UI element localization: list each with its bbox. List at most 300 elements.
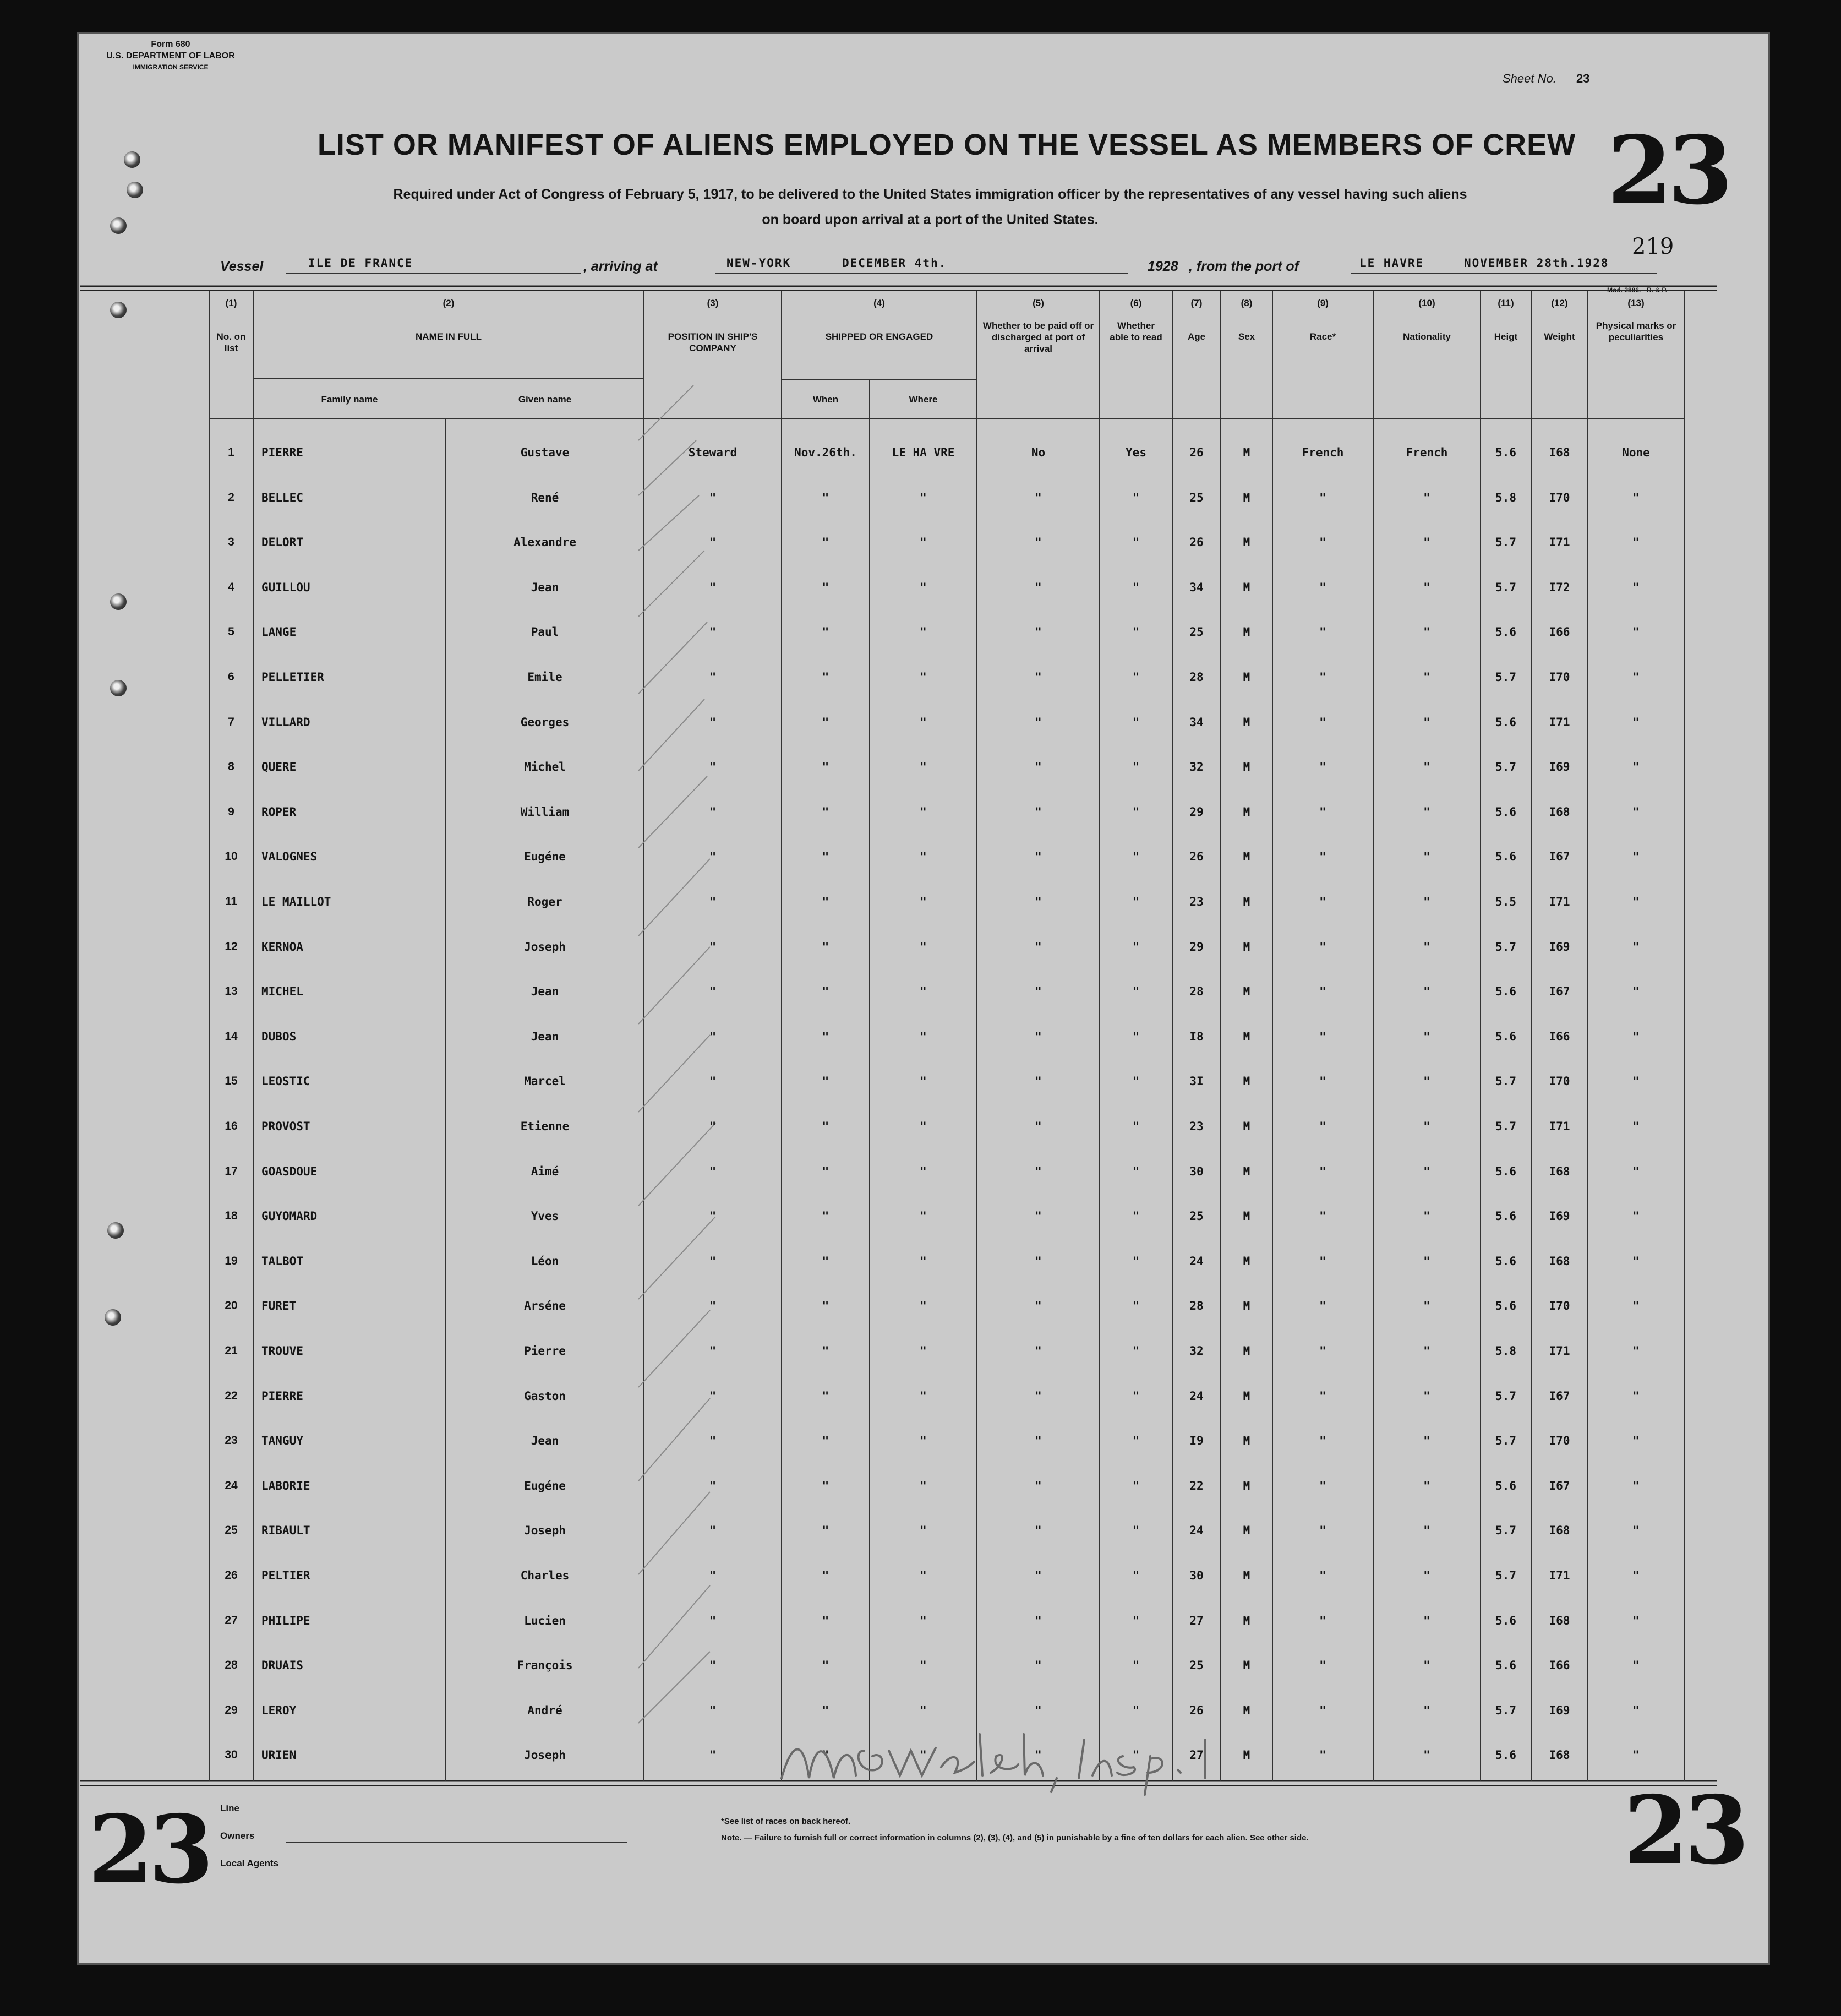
weight-cell: I67 xyxy=(1549,850,1570,864)
given-name-cell: Emile xyxy=(527,671,562,684)
physical-marks-cell: " xyxy=(1632,1164,1640,1178)
physical-marks-cell: " xyxy=(1632,805,1640,819)
height-cell: 5.8 xyxy=(1495,491,1516,504)
position-cell: " xyxy=(709,536,717,549)
arrival-port: NEW-YORK xyxy=(726,257,791,270)
sex-cell: M xyxy=(1243,985,1250,999)
shipped-where-cell: " xyxy=(920,1479,927,1492)
race-cell: " xyxy=(1319,1659,1326,1672)
sex-cell: M xyxy=(1243,1075,1250,1088)
height-cell: 5.6 xyxy=(1495,1209,1516,1223)
weight-cell: I69 xyxy=(1549,760,1570,774)
weight-cell: I66 xyxy=(1549,1029,1570,1043)
position-cell: " xyxy=(709,1659,717,1672)
nationality-cell: " xyxy=(1423,1703,1430,1717)
physical-marks-cell: " xyxy=(1632,1479,1640,1492)
family-name-cell: VILLARD xyxy=(261,715,310,729)
position-cell: " xyxy=(709,671,717,684)
shipped-when-cell: " xyxy=(822,1614,829,1627)
age-cell: 27 xyxy=(1189,1614,1204,1627)
shipped-where-cell: " xyxy=(920,1299,927,1313)
list-number-cell: 27 xyxy=(225,1614,238,1627)
able-to-read-cell: " xyxy=(1132,1164,1140,1178)
list-number-cell: 20 xyxy=(225,1299,238,1312)
paid-off-cell: " xyxy=(1035,1389,1042,1403)
sex-cell: M xyxy=(1243,805,1250,819)
shipped-where-cell: " xyxy=(920,1120,927,1133)
physical-marks-cell: " xyxy=(1632,1703,1640,1717)
shipped-when-cell: " xyxy=(822,940,829,953)
family-name-cell: GUYOMARD xyxy=(261,1209,318,1223)
position-cell: " xyxy=(709,1569,717,1582)
age-cell: 34 xyxy=(1189,715,1204,729)
given-name-cell: Gustave xyxy=(520,446,570,459)
paid-off-cell: " xyxy=(1035,1434,1042,1448)
shipped-when-cell: " xyxy=(822,985,829,999)
height-cell: 5.6 xyxy=(1495,1029,1516,1043)
weight-cell: I68 xyxy=(1549,1524,1570,1538)
family-name-cell: FURET xyxy=(261,1299,297,1313)
able-to-read-cell: " xyxy=(1132,760,1140,774)
position-cell: " xyxy=(709,1254,717,1268)
list-number-cell: 11 xyxy=(225,895,238,908)
list-number-cell: 29 xyxy=(225,1703,238,1717)
age-cell: 28 xyxy=(1189,985,1204,999)
col-10-label: Nationality xyxy=(1403,331,1451,342)
race-cell: " xyxy=(1319,1120,1326,1133)
family-name-cell: VALOGNES xyxy=(261,850,318,864)
able-to-read-cell: " xyxy=(1132,1029,1140,1043)
family-name-cell: TALBOT xyxy=(261,1254,303,1268)
col-12-label: Weight xyxy=(1544,331,1575,342)
shipped-when-cell: " xyxy=(822,1434,829,1448)
from-label: , from the port of xyxy=(1189,259,1299,274)
sheet-label: Sheet No. xyxy=(1503,72,1556,85)
race-cell: " xyxy=(1319,940,1326,953)
weight-cell: I68 xyxy=(1549,805,1570,819)
departure-port: LE HAVRE xyxy=(1359,257,1424,270)
race-cell: " xyxy=(1319,580,1326,594)
race-cell: " xyxy=(1319,1614,1326,1627)
nationality-cell: " xyxy=(1423,1029,1430,1043)
sex-cell: M xyxy=(1243,1344,1250,1358)
race-cell: " xyxy=(1319,1344,1326,1358)
shipped-when-cell: " xyxy=(822,1524,829,1538)
given-name-cell: Michel xyxy=(524,760,566,774)
position-cell: Steward xyxy=(688,446,738,459)
family-name-cell: PIERRE xyxy=(261,1389,303,1403)
shipped-where-cell: " xyxy=(920,1389,927,1403)
paid-off-cell: " xyxy=(1035,1344,1042,1358)
sex-cell: M xyxy=(1243,1299,1250,1313)
nationality-cell: " xyxy=(1423,895,1430,908)
age-cell: 24 xyxy=(1189,1524,1204,1538)
given-name-cell: Pierre xyxy=(524,1344,566,1358)
nationality-cell: " xyxy=(1423,1209,1430,1223)
nationality-cell: " xyxy=(1423,1389,1430,1403)
age-cell: 24 xyxy=(1189,1254,1204,1268)
nationality-cell: " xyxy=(1423,850,1430,864)
sex-cell: M xyxy=(1243,850,1250,864)
age-cell: 25 xyxy=(1189,625,1204,639)
given-name-cell: Eugéne xyxy=(524,1479,566,1492)
given-name-cell: André xyxy=(527,1703,562,1717)
weight-cell: I71 xyxy=(1549,895,1570,908)
height-cell: 5.6 xyxy=(1495,1659,1516,1672)
paid-off-cell: " xyxy=(1035,940,1042,953)
age-cell: 25 xyxy=(1189,1659,1204,1672)
given-name-cell: William xyxy=(520,805,570,819)
col-5-header xyxy=(977,297,1100,355)
weight-cell: I69 xyxy=(1549,1703,1570,1717)
weight-cell: I71 xyxy=(1549,1120,1570,1133)
age-cell: 30 xyxy=(1189,1164,1204,1178)
family-name-cell: ROPER xyxy=(261,805,297,819)
paid-off-cell: " xyxy=(1035,1614,1042,1627)
col-2-label: NAME IN FULL xyxy=(416,331,482,342)
paid-off-cell: " xyxy=(1035,1703,1042,1717)
col-1-label: No. on list xyxy=(216,331,246,353)
sex-cell: M xyxy=(1243,1703,1250,1717)
position-cell: " xyxy=(709,1344,717,1358)
col-4-header xyxy=(782,297,977,342)
position-cell: " xyxy=(709,1748,717,1762)
physical-marks-cell: " xyxy=(1632,1209,1640,1223)
physical-marks-cell: " xyxy=(1632,1299,1640,1313)
nationality-cell: " xyxy=(1423,1524,1430,1538)
paid-off-cell: " xyxy=(1035,1659,1042,1672)
list-number-cell: 30 xyxy=(225,1748,238,1762)
position-cell: " xyxy=(709,1209,717,1223)
race-cell: " xyxy=(1319,1748,1326,1762)
shipped-when-cell: " xyxy=(822,1209,829,1223)
shipped-where-cell: " xyxy=(920,985,927,999)
shipped-when-cell: " xyxy=(822,1389,829,1403)
position-cell: " xyxy=(709,715,717,729)
col-13-number: (13) xyxy=(1627,298,1645,308)
able-to-read-cell: " xyxy=(1132,1703,1140,1717)
shipped-when-cell: " xyxy=(822,580,829,594)
mod-code: Mod. 2886. - R. & P. xyxy=(1607,286,1668,294)
able-to-read-cell: " xyxy=(1132,1569,1140,1582)
height-cell: 5.6 xyxy=(1495,1614,1516,1627)
col-8-label: Sex xyxy=(1238,331,1255,342)
physical-marks-cell: " xyxy=(1632,1344,1640,1358)
weight-cell: I70 xyxy=(1549,1299,1570,1313)
list-number-cell: 1 xyxy=(228,446,234,459)
age-cell: 23 xyxy=(1189,1120,1204,1133)
col-1-header xyxy=(209,297,253,354)
able-to-read-cell: " xyxy=(1132,1299,1140,1313)
position-cell: " xyxy=(709,1524,717,1538)
height-cell: 5.6 xyxy=(1495,850,1516,864)
physical-marks-cell: " xyxy=(1632,1748,1640,1762)
family-name-cell: DELORT xyxy=(261,536,303,549)
height-cell: 5.6 xyxy=(1495,1299,1516,1313)
given-name-cell: Yves xyxy=(531,1209,559,1223)
list-number-cell: 9 xyxy=(228,805,234,818)
family-name-cell: LABORIE xyxy=(261,1479,310,1492)
weight-cell: I71 xyxy=(1549,715,1570,729)
position-cell: " xyxy=(709,1120,717,1133)
race-cell: " xyxy=(1319,895,1326,908)
age-cell: 29 xyxy=(1189,805,1204,819)
given-name-cell: Georges xyxy=(520,715,570,729)
able-to-read-cell: " xyxy=(1132,715,1140,729)
race-cell: " xyxy=(1319,985,1326,999)
weight-cell: I72 xyxy=(1549,580,1570,594)
family-name-cell: TANGUY xyxy=(261,1434,303,1448)
shipped-where-cell: " xyxy=(920,671,927,684)
given-name-cell: Etienne xyxy=(520,1120,570,1133)
height-cell: 5.6 xyxy=(1495,1479,1516,1492)
able-to-read-cell: " xyxy=(1132,1748,1140,1762)
list-number-cell: 12 xyxy=(225,940,238,953)
height-cell: 5.6 xyxy=(1495,805,1516,819)
physical-marks-cell: " xyxy=(1632,895,1640,908)
position-cell: " xyxy=(709,1614,717,1627)
physical-marks-cell: " xyxy=(1632,985,1640,999)
weight-cell: I68 xyxy=(1549,1164,1570,1178)
paid-off-cell: " xyxy=(1035,1254,1042,1268)
inspector-signature xyxy=(771,1718,1266,1803)
able-to-read-cell: " xyxy=(1132,1479,1140,1492)
nationality-cell: " xyxy=(1423,1748,1430,1762)
nationality-cell: " xyxy=(1423,940,1430,953)
position-cell: " xyxy=(709,1299,717,1313)
nationality-cell: " xyxy=(1423,805,1430,819)
physical-marks-cell: " xyxy=(1632,1254,1640,1268)
form-number: Form 680 xyxy=(151,40,190,49)
sex-cell: M xyxy=(1243,1569,1250,1582)
position-cell: " xyxy=(709,1029,717,1043)
physical-marks-cell: " xyxy=(1632,491,1640,504)
age-cell: 28 xyxy=(1189,671,1204,684)
family-name-cell: LE MAILLOT xyxy=(261,895,331,908)
paid-off-cell: " xyxy=(1035,1569,1042,1582)
shipped-where-cell: " xyxy=(920,1434,927,1448)
height-cell: 5.7 xyxy=(1495,1524,1516,1538)
list-number-cell: 15 xyxy=(225,1075,238,1088)
nationality-cell: " xyxy=(1423,625,1430,639)
paid-off-cell: " xyxy=(1035,1299,1042,1313)
given-name-cell: Joseph xyxy=(524,1748,566,1762)
physical-marks-cell: " xyxy=(1632,1075,1640,1088)
family-name-cell: PELLETIER xyxy=(261,671,324,684)
sheet-value: 23 xyxy=(1576,72,1590,85)
age-cell: I9 xyxy=(1189,1434,1204,1448)
position-cell: " xyxy=(709,985,717,999)
weight-cell: I68 xyxy=(1549,446,1570,459)
age-cell: I8 xyxy=(1189,1029,1204,1043)
vessel-name: ILE DE FRANCE xyxy=(308,257,413,270)
shipped-where-cell: " xyxy=(920,1748,927,1762)
weight-cell: I66 xyxy=(1549,1659,1570,1672)
family-name-cell: BELLEC xyxy=(261,491,303,504)
legal-note xyxy=(721,1833,1309,1843)
age-cell: 34 xyxy=(1189,580,1204,594)
nationality-cell: " xyxy=(1423,760,1430,774)
physical-marks-cell: " xyxy=(1632,1659,1640,1672)
shipped-when-cell: " xyxy=(822,1569,829,1582)
col-3-header xyxy=(644,297,782,354)
nationality-cell: " xyxy=(1423,1299,1430,1313)
shipped-where-cell: " xyxy=(920,760,927,774)
position-cell: " xyxy=(709,1389,717,1403)
col-6-header xyxy=(1100,297,1172,343)
col-7-header xyxy=(1172,297,1221,342)
position-cell: " xyxy=(709,1164,717,1178)
nationality-cell: " xyxy=(1423,1120,1430,1133)
height-cell: 5.7 xyxy=(1495,1703,1516,1717)
weight-cell: I71 xyxy=(1549,536,1570,549)
height-cell: 5.6 xyxy=(1495,1748,1516,1762)
weight-cell: I68 xyxy=(1549,1254,1570,1268)
height-cell: 5.7 xyxy=(1495,760,1516,774)
able-to-read-cell: " xyxy=(1132,1389,1140,1403)
given-name-cell: Marcel xyxy=(524,1075,566,1088)
col-11-label: Heigt xyxy=(1494,331,1518,342)
races-note: *See list of races on back hereof. xyxy=(721,1817,851,1826)
physical-marks-cell: " xyxy=(1632,1614,1640,1627)
family-name-cell: PIERRE xyxy=(261,446,303,459)
sex-cell: M xyxy=(1243,1389,1250,1403)
col-10-header xyxy=(1373,297,1481,342)
nationality-cell: " xyxy=(1423,536,1430,549)
given-name-cell: Charles xyxy=(520,1569,570,1582)
shipped-where-cell: " xyxy=(920,1659,927,1672)
height-cell: 5.7 xyxy=(1495,1120,1516,1133)
nationality-cell: " xyxy=(1423,1344,1430,1358)
note-text: — Failure to furnish full or correct information in columns (2), (3), (4), and (5) in punishable by a fine of ten dollars for each alien. See other side. xyxy=(744,1833,1309,1843)
shipped-where-cell: " xyxy=(920,805,927,819)
subtitle-line-1: Required under Act of Congress of February 5, 1917, to be delivered to the United States immigration officer by the representatives of any vessel having such aliens xyxy=(393,187,1467,202)
height-cell: 5.6 xyxy=(1495,715,1516,729)
height-cell: 5.7 xyxy=(1495,1075,1516,1088)
race-cell: " xyxy=(1319,536,1326,549)
shipped-when-cell: " xyxy=(822,536,829,549)
sex-cell: M xyxy=(1243,625,1250,639)
sex-cell: M xyxy=(1243,715,1250,729)
paid-off-cell: " xyxy=(1035,1479,1042,1492)
race-cell: " xyxy=(1319,1075,1326,1088)
paid-off-cell: " xyxy=(1035,1524,1042,1538)
race-cell: " xyxy=(1319,1299,1326,1313)
physical-marks-cell: " xyxy=(1632,1569,1640,1582)
able-to-read-cell: " xyxy=(1132,1254,1140,1268)
nationality-cell: " xyxy=(1423,985,1430,999)
age-cell: 30 xyxy=(1189,1569,1204,1582)
sex-cell: M xyxy=(1243,580,1250,594)
family-name-cell: PHILIPE xyxy=(261,1614,310,1627)
list-number-cell: 6 xyxy=(228,671,234,683)
nationality-cell: " xyxy=(1423,1659,1430,1672)
given-name-cell: Lucien xyxy=(524,1614,566,1627)
height-cell: 5.7 xyxy=(1495,1434,1516,1448)
given-name-cell: Jean xyxy=(531,985,559,999)
arriving-label: , arriving at xyxy=(583,259,658,274)
sex-cell: M xyxy=(1243,491,1250,504)
paid-off-cell: " xyxy=(1035,536,1042,549)
paid-off-cell: " xyxy=(1035,760,1042,774)
race-cell: " xyxy=(1319,1524,1326,1538)
height-cell: 5.6 xyxy=(1495,1254,1516,1268)
given-name-cell: Paul xyxy=(531,625,559,639)
col-12-number: (12) xyxy=(1551,298,1568,308)
sex-cell: M xyxy=(1243,1120,1250,1133)
subtitle-line-2: on board upon arrival at a port of the United States. xyxy=(762,212,1099,227)
paid-off-cell: " xyxy=(1035,1748,1042,1762)
paid-off-cell: " xyxy=(1035,895,1042,908)
height-cell: 5.8 xyxy=(1495,1344,1516,1358)
able-to-read-cell: Yes xyxy=(1126,446,1146,459)
age-cell: 28 xyxy=(1189,1299,1204,1313)
nationality-cell: " xyxy=(1423,1254,1430,1268)
height-cell: 5.7 xyxy=(1495,940,1516,953)
family-name-cell: DRUAIS xyxy=(261,1659,303,1672)
col-4b-header: Where xyxy=(909,394,938,405)
year: 1928 xyxy=(1148,259,1178,274)
height-cell: 5.6 xyxy=(1495,1164,1516,1178)
able-to-read-cell: " xyxy=(1132,940,1140,953)
note-label: Note. xyxy=(721,1833,742,1843)
position-cell: " xyxy=(709,1479,717,1492)
weight-cell: I70 xyxy=(1549,1075,1570,1088)
physical-marks-cell: " xyxy=(1632,850,1640,864)
col-3-label: POSITION IN SHIP'S COMPANY xyxy=(668,331,758,353)
shipped-where-cell: " xyxy=(920,940,927,953)
col-11-header xyxy=(1481,297,1531,342)
paid-off-cell: " xyxy=(1035,1029,1042,1043)
vessel-label: Vessel xyxy=(220,259,264,274)
position-cell: " xyxy=(709,1075,717,1088)
col-5-label: Whether to be paid off or discharged at port of arrival xyxy=(982,320,1094,354)
position-cell: " xyxy=(709,580,717,594)
height-cell: 5.5 xyxy=(1495,895,1516,908)
sex-cell: M xyxy=(1243,895,1250,908)
age-cell: 23 xyxy=(1189,895,1204,908)
given-name-cell: Léon xyxy=(531,1254,559,1268)
age-cell: 26 xyxy=(1189,536,1204,549)
able-to-read-cell: " xyxy=(1132,895,1140,908)
weight-cell: I66 xyxy=(1549,625,1570,639)
list-number-cell: 17 xyxy=(225,1164,238,1178)
family-name-cell: LEOSTIC xyxy=(261,1075,310,1088)
physical-marks-cell: None xyxy=(1622,446,1650,459)
shipped-when-cell: " xyxy=(822,1120,829,1133)
weight-cell: I68 xyxy=(1549,1614,1570,1627)
weight-cell: I70 xyxy=(1549,671,1570,684)
shipped-where-cell: " xyxy=(920,1209,927,1223)
page-number: 219 xyxy=(1632,234,1674,259)
able-to-read-cell: " xyxy=(1132,536,1140,549)
sex-cell: M xyxy=(1243,1614,1250,1627)
able-to-read-cell: " xyxy=(1132,1434,1140,1448)
race-cell: " xyxy=(1319,491,1326,504)
height-cell: 5.7 xyxy=(1495,536,1516,549)
position-cell: " xyxy=(709,850,717,864)
col-2a-header: Family name xyxy=(321,394,378,405)
shipped-when-cell: " xyxy=(822,625,829,639)
list-number-cell: 16 xyxy=(225,1120,238,1132)
col-13-label: Physical marks or peculiarities xyxy=(1596,320,1676,342)
list-number-cell: 7 xyxy=(228,715,234,728)
nationality-cell: " xyxy=(1423,1479,1430,1492)
shipped-where-cell: " xyxy=(920,491,927,504)
shipped-when-cell: " xyxy=(822,1659,829,1672)
able-to-read-cell: " xyxy=(1132,1344,1140,1358)
height-cell: 5.7 xyxy=(1495,1389,1516,1403)
